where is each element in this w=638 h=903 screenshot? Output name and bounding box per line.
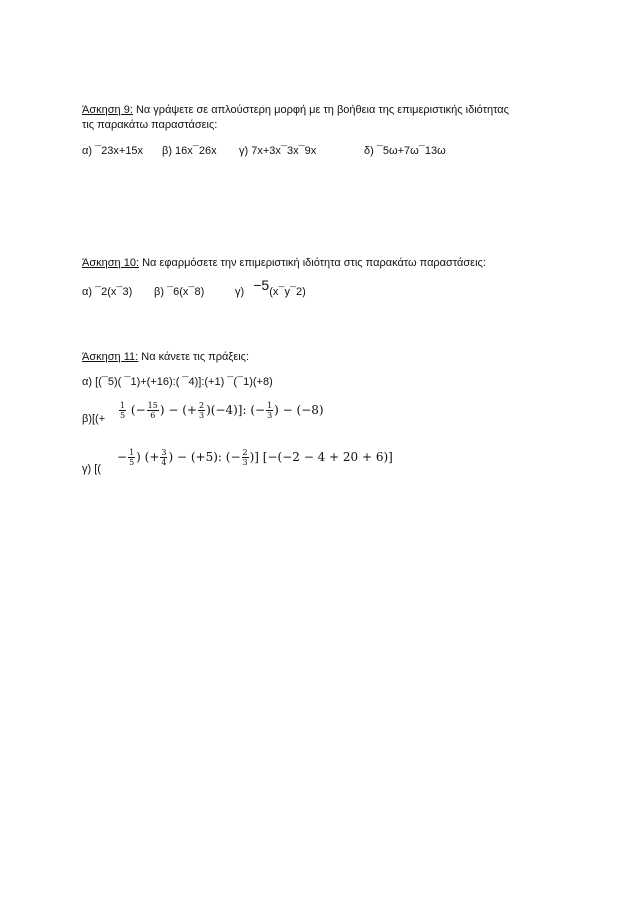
ex10-item-c-rest: (x¯y¯2): [269, 286, 306, 298]
ex11-text: Να κάνετε τις πράξεις:: [138, 351, 250, 363]
ex11-title: Άσκηση 11:: [82, 351, 139, 363]
ex10-items: [82, 277, 306, 299]
ex11-item-b-prefix: β)[(+: [82, 413, 106, 425]
ex11-item-c-prefix: γ) [(: [82, 463, 101, 475]
ex9-heading-line: [82, 103, 509, 117]
ex10-item-c-coefficient: −5: [253, 277, 270, 293]
ex9-item-b: β) 16x¯26x: [162, 145, 217, 157]
fraction: $\frac{2}{3}$: [198, 401, 205, 420]
ex9-title: Άσκηση 9:: [82, 104, 133, 116]
ex10-item-b: β) ¯6(x¯8): [154, 286, 205, 298]
ex10-text: Να εφαρμόσετε την επιμεριστική ιδιότητα στις παρακάτω παραστάσεις:: [139, 257, 486, 269]
ex9-item-a: α) ¯23x+15x: [82, 145, 144, 157]
ex10-item-c-prefix: γ): [235, 286, 245, 298]
ex11-item-b-expression: $\frac{1}{5}$ (− $\frac{15}{6}$ ) − (+ $\frac{2}{3}$ )(−4)]: (− $\frac{1}{3}$ ) − (−8): [120, 401, 324, 420]
ex9-text-line2: τις παρακάτω παραστάσεις:: [82, 119, 218, 131]
fraction: $\frac{3}{4}$: [161, 448, 167, 467]
ex9-item-c: γ) 7x+3x¯3x¯9x: [239, 145, 317, 157]
ex9-text: Να γράψετε σε απλούστερη μορφή με τη βοήθεια της επιμεριστικής ιδιότητας: [132, 104, 509, 116]
ex9-items: [82, 144, 446, 158]
ex10-heading-line: [82, 256, 486, 270]
fraction: $\frac{1}{5}$: [129, 448, 135, 467]
ex9-item-d: δ) ¯5ω+7ω¯13ω: [364, 145, 446, 157]
ex10-item-a: α) ¯2(x¯3): [82, 286, 133, 298]
fraction: $\frac{1}{5}$: [120, 401, 126, 420]
ex11-heading-line: [82, 350, 249, 364]
fraction: $\frac{2}{3}$: [242, 448, 248, 467]
fraction: $\frac{15}{6}$: [147, 401, 158, 420]
ex10-title: Άσκηση 10:: [82, 257, 140, 269]
ex11-item-c-expression: − $\frac{1}{5}$ ) (+ $\frac{3}{4}$ ) − (+5): (− $\frac{2}{3}$ )] [−(−2 − 4 + 20 + 6)]: [117, 448, 393, 467]
ex11-item-a: α) [(¯5)( ¯1)+(+16):( ¯4)]:(+1) ¯(¯1)(+8): [82, 376, 273, 388]
fraction: $\frac{1}{3}$: [267, 401, 273, 420]
